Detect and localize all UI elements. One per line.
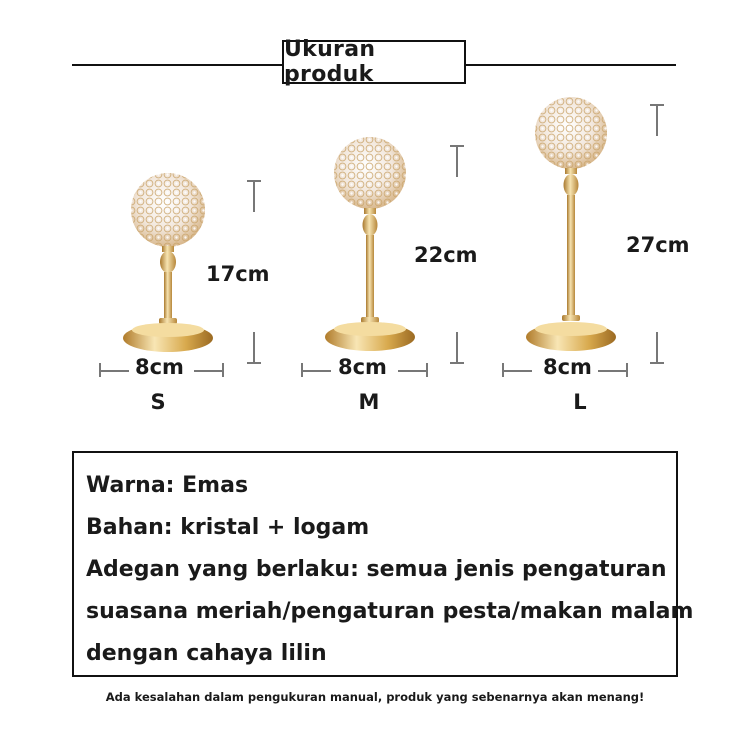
measurement-disclaimer: Ada kesalahan dalam pengukuran manual, produk yang sebenarnya akan menang! bbox=[105, 690, 645, 704]
width-label-s: 8cm bbox=[135, 355, 184, 379]
height-marker-s-top bbox=[253, 180, 255, 212]
width-label-m: 8cm bbox=[338, 355, 387, 379]
size-label-s: S bbox=[150, 390, 166, 414]
width-marker-l-left-cap bbox=[502, 363, 504, 377]
info-usage-cont-1: suasana meriah/pengaturan pesta/makan malam bbox=[86, 599, 694, 624]
height-marker-s-top-cap bbox=[247, 180, 261, 182]
width-marker-m-left-cap bbox=[301, 363, 303, 377]
width-marker-m-right-cap bbox=[426, 363, 428, 377]
height-label-l: 27cm bbox=[626, 233, 690, 257]
width-marker-s-right-cap bbox=[222, 363, 224, 377]
height-marker-m-top bbox=[456, 145, 458, 177]
product-info-box bbox=[72, 451, 694, 677]
width-marker-s-left bbox=[99, 370, 129, 372]
height-marker-s-bottom bbox=[253, 332, 255, 364]
header-rule-right bbox=[464, 64, 676, 66]
candle-holder-l-image bbox=[520, 97, 620, 355]
width-marker-l-right bbox=[598, 370, 628, 372]
info-material: Bahan: kristal + logam bbox=[86, 515, 370, 540]
height-marker-s-bottom-cap bbox=[247, 362, 261, 364]
height-label-m: 22cm bbox=[414, 243, 478, 267]
height-marker-l-bottom bbox=[656, 332, 658, 364]
width-marker-s-right bbox=[194, 370, 224, 372]
height-marker-m-top-cap bbox=[450, 145, 464, 147]
height-marker-l-top-cap bbox=[650, 104, 664, 106]
size-label-l: L bbox=[573, 390, 587, 414]
candle-holder-s-image bbox=[118, 170, 218, 355]
width-marker-l-left bbox=[502, 370, 532, 372]
info-color: Warna: Emas bbox=[86, 473, 249, 498]
height-marker-m-bottom bbox=[456, 332, 458, 364]
width-marker-m-left bbox=[301, 370, 331, 372]
height-marker-m-bottom-cap bbox=[450, 362, 464, 364]
height-marker-l-top bbox=[656, 104, 658, 136]
info-usage-cont-2: dengan cahaya lilin bbox=[86, 641, 327, 666]
size-label-m: M bbox=[358, 390, 380, 414]
page-title: Ukuran produk bbox=[282, 40, 466, 84]
width-marker-l-right-cap bbox=[626, 363, 628, 377]
width-marker-m-right bbox=[398, 370, 428, 372]
candle-holder-m-image bbox=[320, 135, 420, 355]
height-label-s: 17cm bbox=[206, 262, 270, 286]
width-label-l: 8cm bbox=[543, 355, 592, 379]
height-marker-l-bottom-cap bbox=[650, 362, 664, 364]
info-usage: Adegan yang berlaku: semua jenis pengaturan bbox=[86, 557, 667, 582]
header-rule-left bbox=[72, 64, 284, 66]
width-marker-s-left-cap bbox=[99, 363, 101, 377]
